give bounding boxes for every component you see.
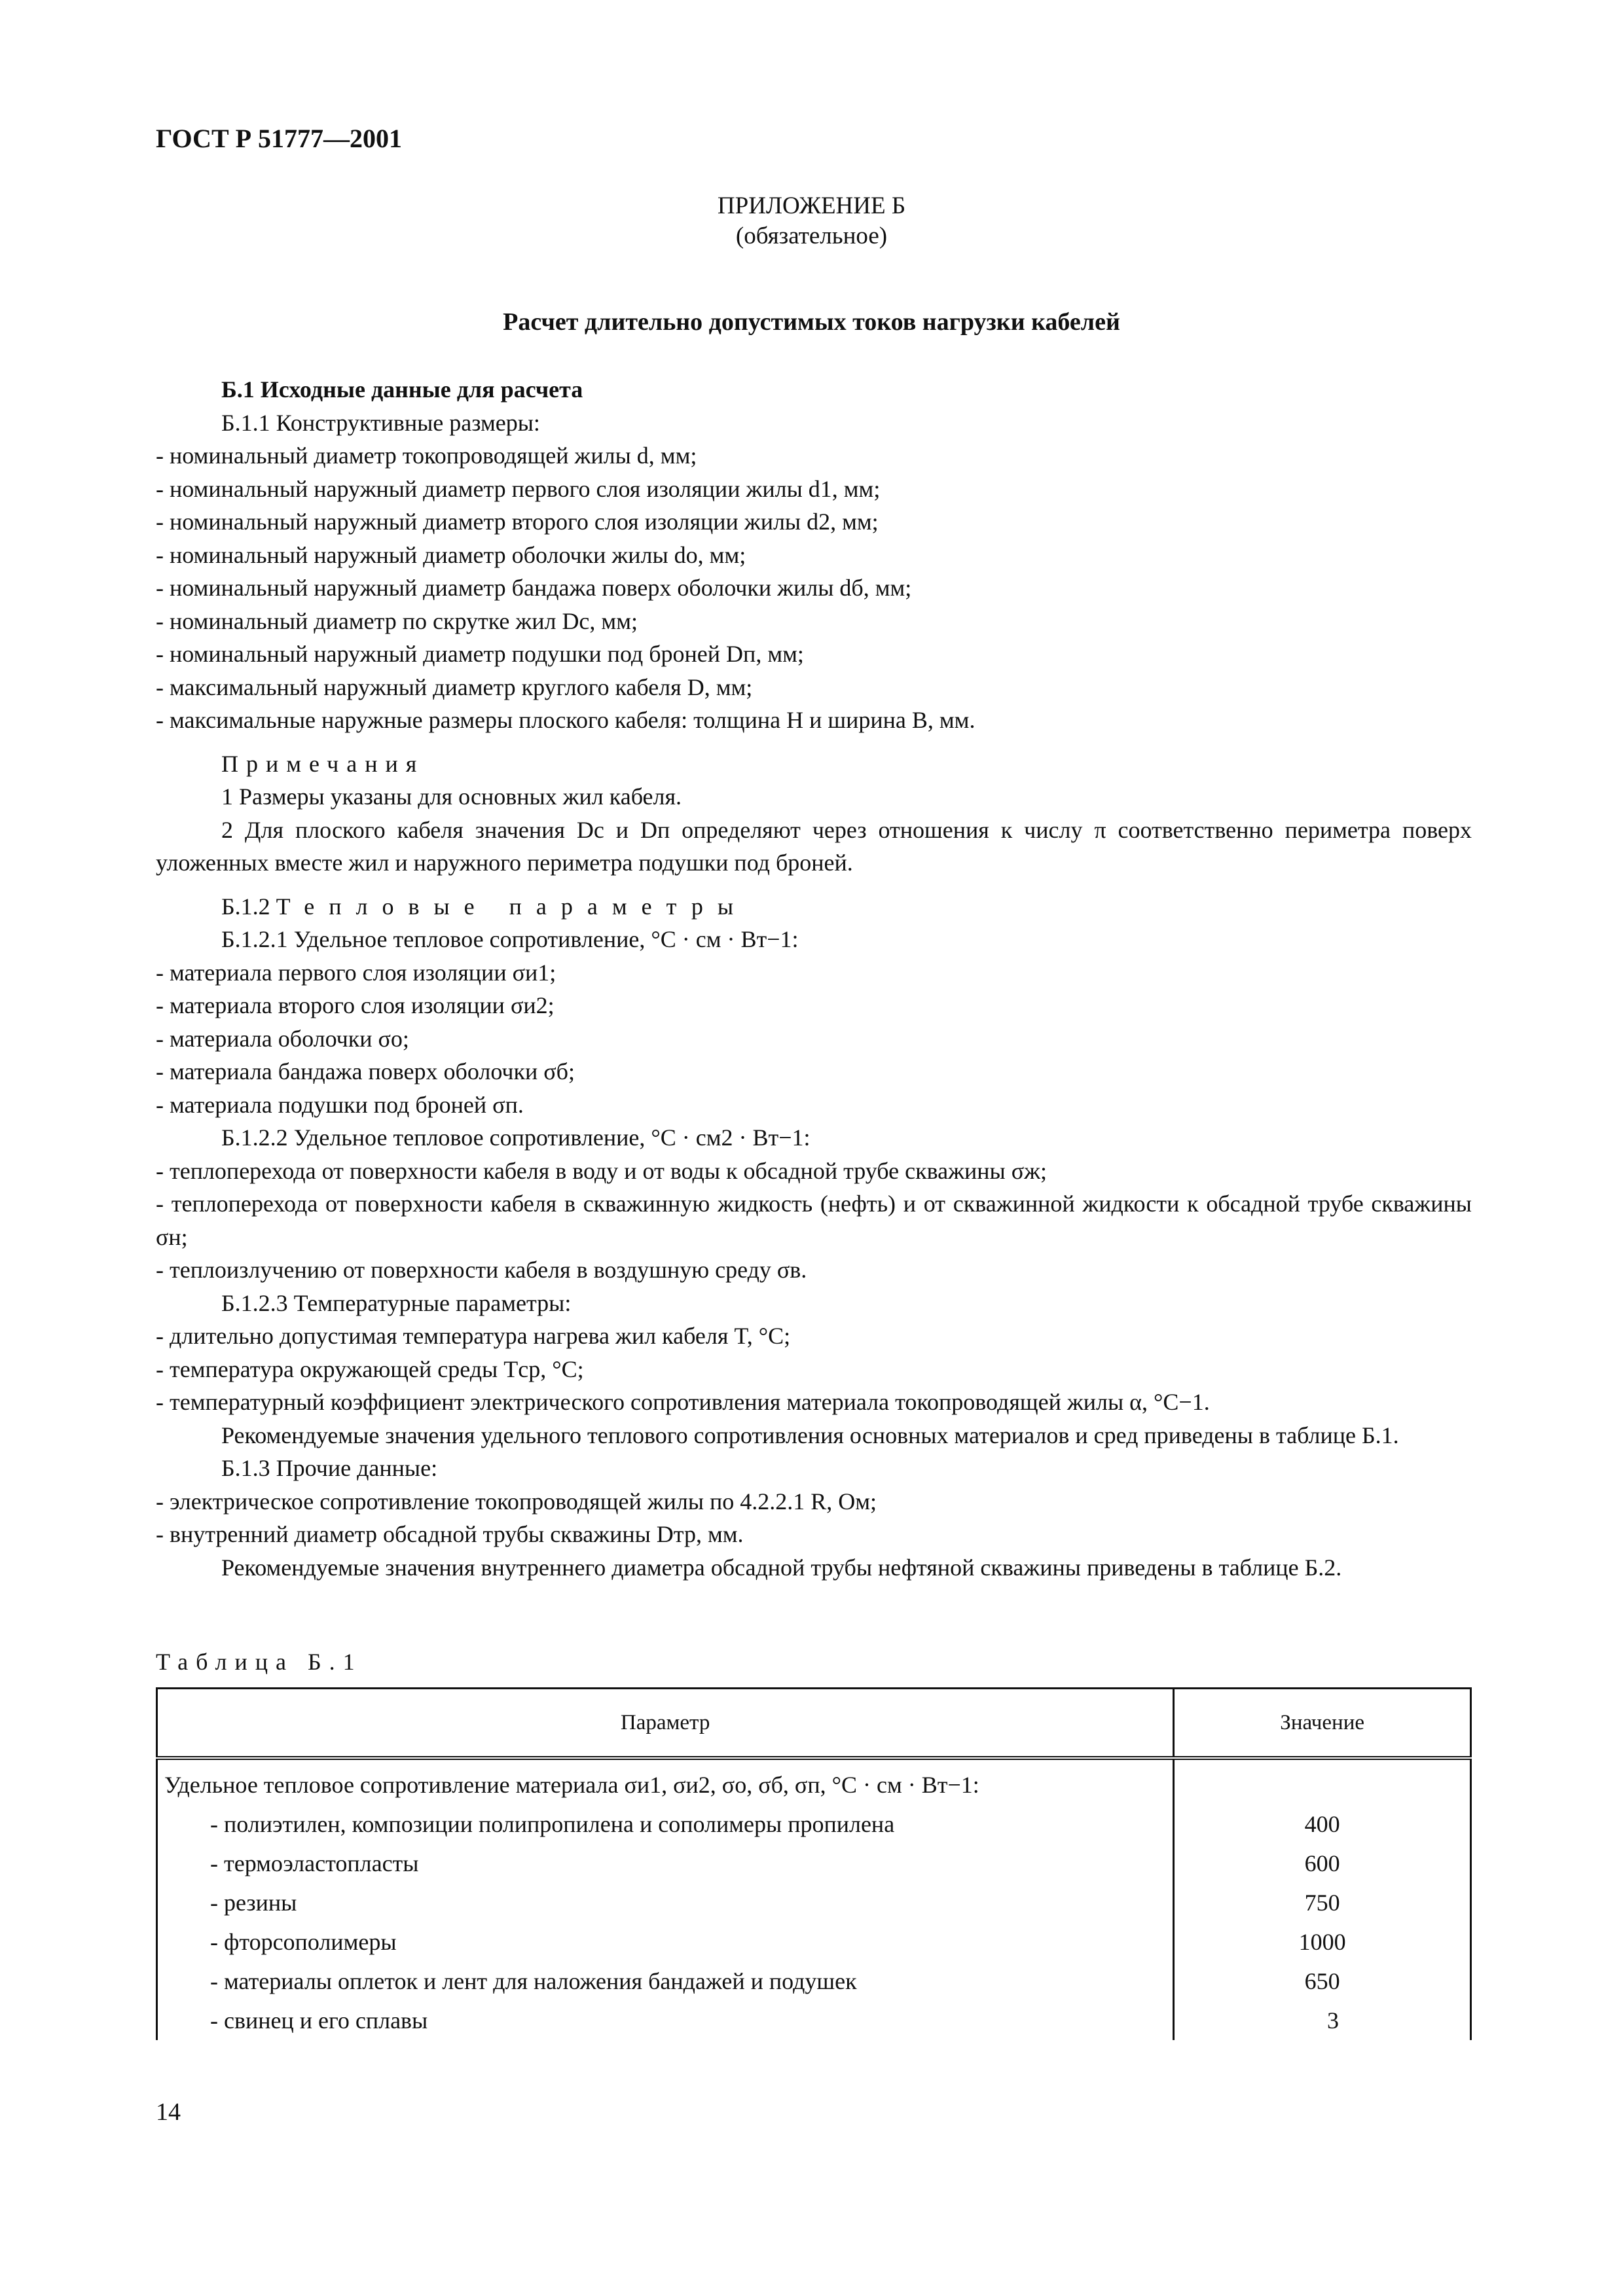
table-group-label: Удельное тепловое сопротивление материала σи1, σи2, σо, σб, σп, °С · см · Вт−1:	[157, 1758, 1174, 1804]
table-cell-value: 400	[1174, 1804, 1471, 1844]
b123-paragraph: Рекомендуемые значения удельного теплового сопротивления основных материалов и сред приведены в таблице Б.1.	[221, 1422, 1399, 1448]
note-1: 1 Размеры указаны для основных жил кабеля.	[221, 783, 682, 810]
section-b11-heading: Б.1.1 Конструктивные размеры:	[221, 409, 540, 436]
b121-item: - материала второго слоя изоляции σи2;	[156, 992, 555, 1018]
table-cell-param: - полиэтилен, композиции полипропилена и сополимеры пропилена	[157, 1804, 1174, 1844]
note-2: 2 Для плоского кабеля значения Dс и Dп определяют через отношения к числу π соответственно периметра поверх уложенных вместе жил и наружного периметра подушки под броней.	[156, 816, 1472, 876]
table-b1	[156, 1687, 1472, 2040]
b121-item: - материала подушки под броней σп.	[156, 1091, 524, 1118]
section-b121-heading: Б.1.2.1 Удельное тепловое сопротивление, °С · см · Вт−1:	[221, 926, 799, 952]
section-b13-heading: Б.1.3 Прочие данные:	[221, 1455, 438, 1481]
section-b122-heading: Б.1.2.2 Удельное тепловое сопротивление, °С · см2 · Вт−1:	[221, 1124, 811, 1151]
b121-item: - материала оболочки σо;	[156, 1025, 409, 1052]
b13-item: - электрическое сопротивление токопроводящей жилы по 4.2.2.1 R, Ом;	[156, 1488, 877, 1515]
table-row	[157, 1962, 1471, 2001]
b122-item: - теплоизлучению от поверхности кабеля в воздушную среду σв.	[156, 1257, 807, 1283]
page-number: 14	[156, 2098, 181, 2126]
table-row	[157, 1758, 1471, 1804]
appendix-status: (обязательное)	[735, 223, 888, 249]
b121-item: - материала бандажа поверх оболочки σб;	[156, 1058, 575, 1085]
table-header-value: Значение	[1174, 1689, 1471, 1759]
table-cell-value: 600	[1174, 1844, 1471, 1883]
b121-item: - материала первого слоя изоляции σи1;	[156, 959, 556, 986]
b11-item: - номинальный диаметр по скрутке жил Dс, мм;	[156, 607, 638, 634]
table-cell-param: - свинец и его сплавы	[157, 2001, 1174, 2040]
b11-item: - номинальный наружный диаметр оболочки жилы dо, мм;	[156, 541, 746, 568]
table-cell-value: 650	[1174, 1962, 1471, 2001]
b11-item: - номинальный диаметр токопроводящей жилы d, мм;	[156, 442, 697, 469]
standard-header: ГОСТ Р 51777—2001	[156, 124, 403, 153]
b122-item: - теплоперехода от поверхности кабеля в воду и от воды к обсадной трубе скважины σж;	[156, 1157, 1047, 1184]
b11-item: - максимальный наружный диаметр круглого кабеля D, мм;	[156, 673, 753, 700]
b11-item: - номинальный наружный диаметр первого слоя изоляции жилы d1, мм;	[156, 475, 881, 502]
document-title: Расчет длительно допустимых токов нагрузки кабелей	[503, 308, 1120, 336]
appendix-title: ПРИЛОЖЕНИЕ Б	[717, 192, 906, 219]
appendix-heading	[0, 191, 1623, 251]
b11-item: - номинальный наружный диаметр бандажа поверх оболочки жилы dб, мм;	[156, 575, 912, 601]
table-cell-value: 1000	[1174, 1922, 1471, 1962]
b13-paragraph: Рекомендуемые значения внутреннего диаметра обсадной трубы нефтяной скважины приведены в таблице Б.2.	[221, 1554, 1342, 1581]
b123-item: - температурный коэффициент электрического сопротивления материала токопроводящей жилы α, °С−1.	[156, 1389, 1210, 1415]
b11-item: - номинальный наружный диаметр подушки под броней Dп, мм;	[156, 641, 804, 667]
section-b12-number: Б.1.2	[221, 893, 270, 920]
table-row	[157, 1883, 1471, 1922]
table-row	[157, 2001, 1471, 2040]
b123-item: - длительно допустимая температура нагрева жил кабеля T, °С;	[156, 1323, 791, 1349]
section-b12-title: Тепловые параметры	[276, 893, 748, 920]
b123-item: - температура окружающей среды Tср, °С;	[156, 1355, 584, 1382]
section-b1-heading: Б.1 Исходные данные для расчета	[221, 376, 583, 403]
table-row	[157, 1844, 1471, 1883]
table-header-param: Параметр	[157, 1689, 1174, 1759]
table-row	[157, 1922, 1471, 1962]
table-cell-param: - термоэластопласты	[157, 1844, 1174, 1883]
table-caption: Таблица Б.1	[156, 1649, 363, 1675]
table-cell-value: 750	[1174, 1883, 1471, 1922]
table-cell-value: 3	[1174, 2001, 1471, 2040]
table-cell-param: - резины	[157, 1883, 1174, 1922]
b11-item: - максимальные наружные размеры плоского кабеля: толщина H и ширина B, мм.	[156, 707, 976, 733]
b11-item: - номинальный наружный диаметр второго слоя изоляции жилы d2, мм;	[156, 509, 879, 535]
b13-item: - внутренний диаметр обсадной трубы скважины Dтр, мм.	[156, 1521, 744, 1547]
document-body	[156, 373, 1472, 1584]
section-b12-heading	[156, 890, 1472, 924]
notes-heading: Примечания	[221, 750, 425, 777]
table-cell-param: - материалы оплеток и лент для наложения бандажей и подушек	[157, 1962, 1174, 2001]
section-b123-heading: Б.1.2.3 Температурные параметры:	[221, 1289, 572, 1316]
table-row	[157, 1804, 1471, 1844]
table-cell-param: - фторсополимеры	[157, 1922, 1174, 1962]
b122-item: - теплоперехода от поверхности кабеля в скважинную жидкость (нефть) и от скважинной жидкости к обсадной трубе скважины σн;	[156, 1191, 1472, 1250]
